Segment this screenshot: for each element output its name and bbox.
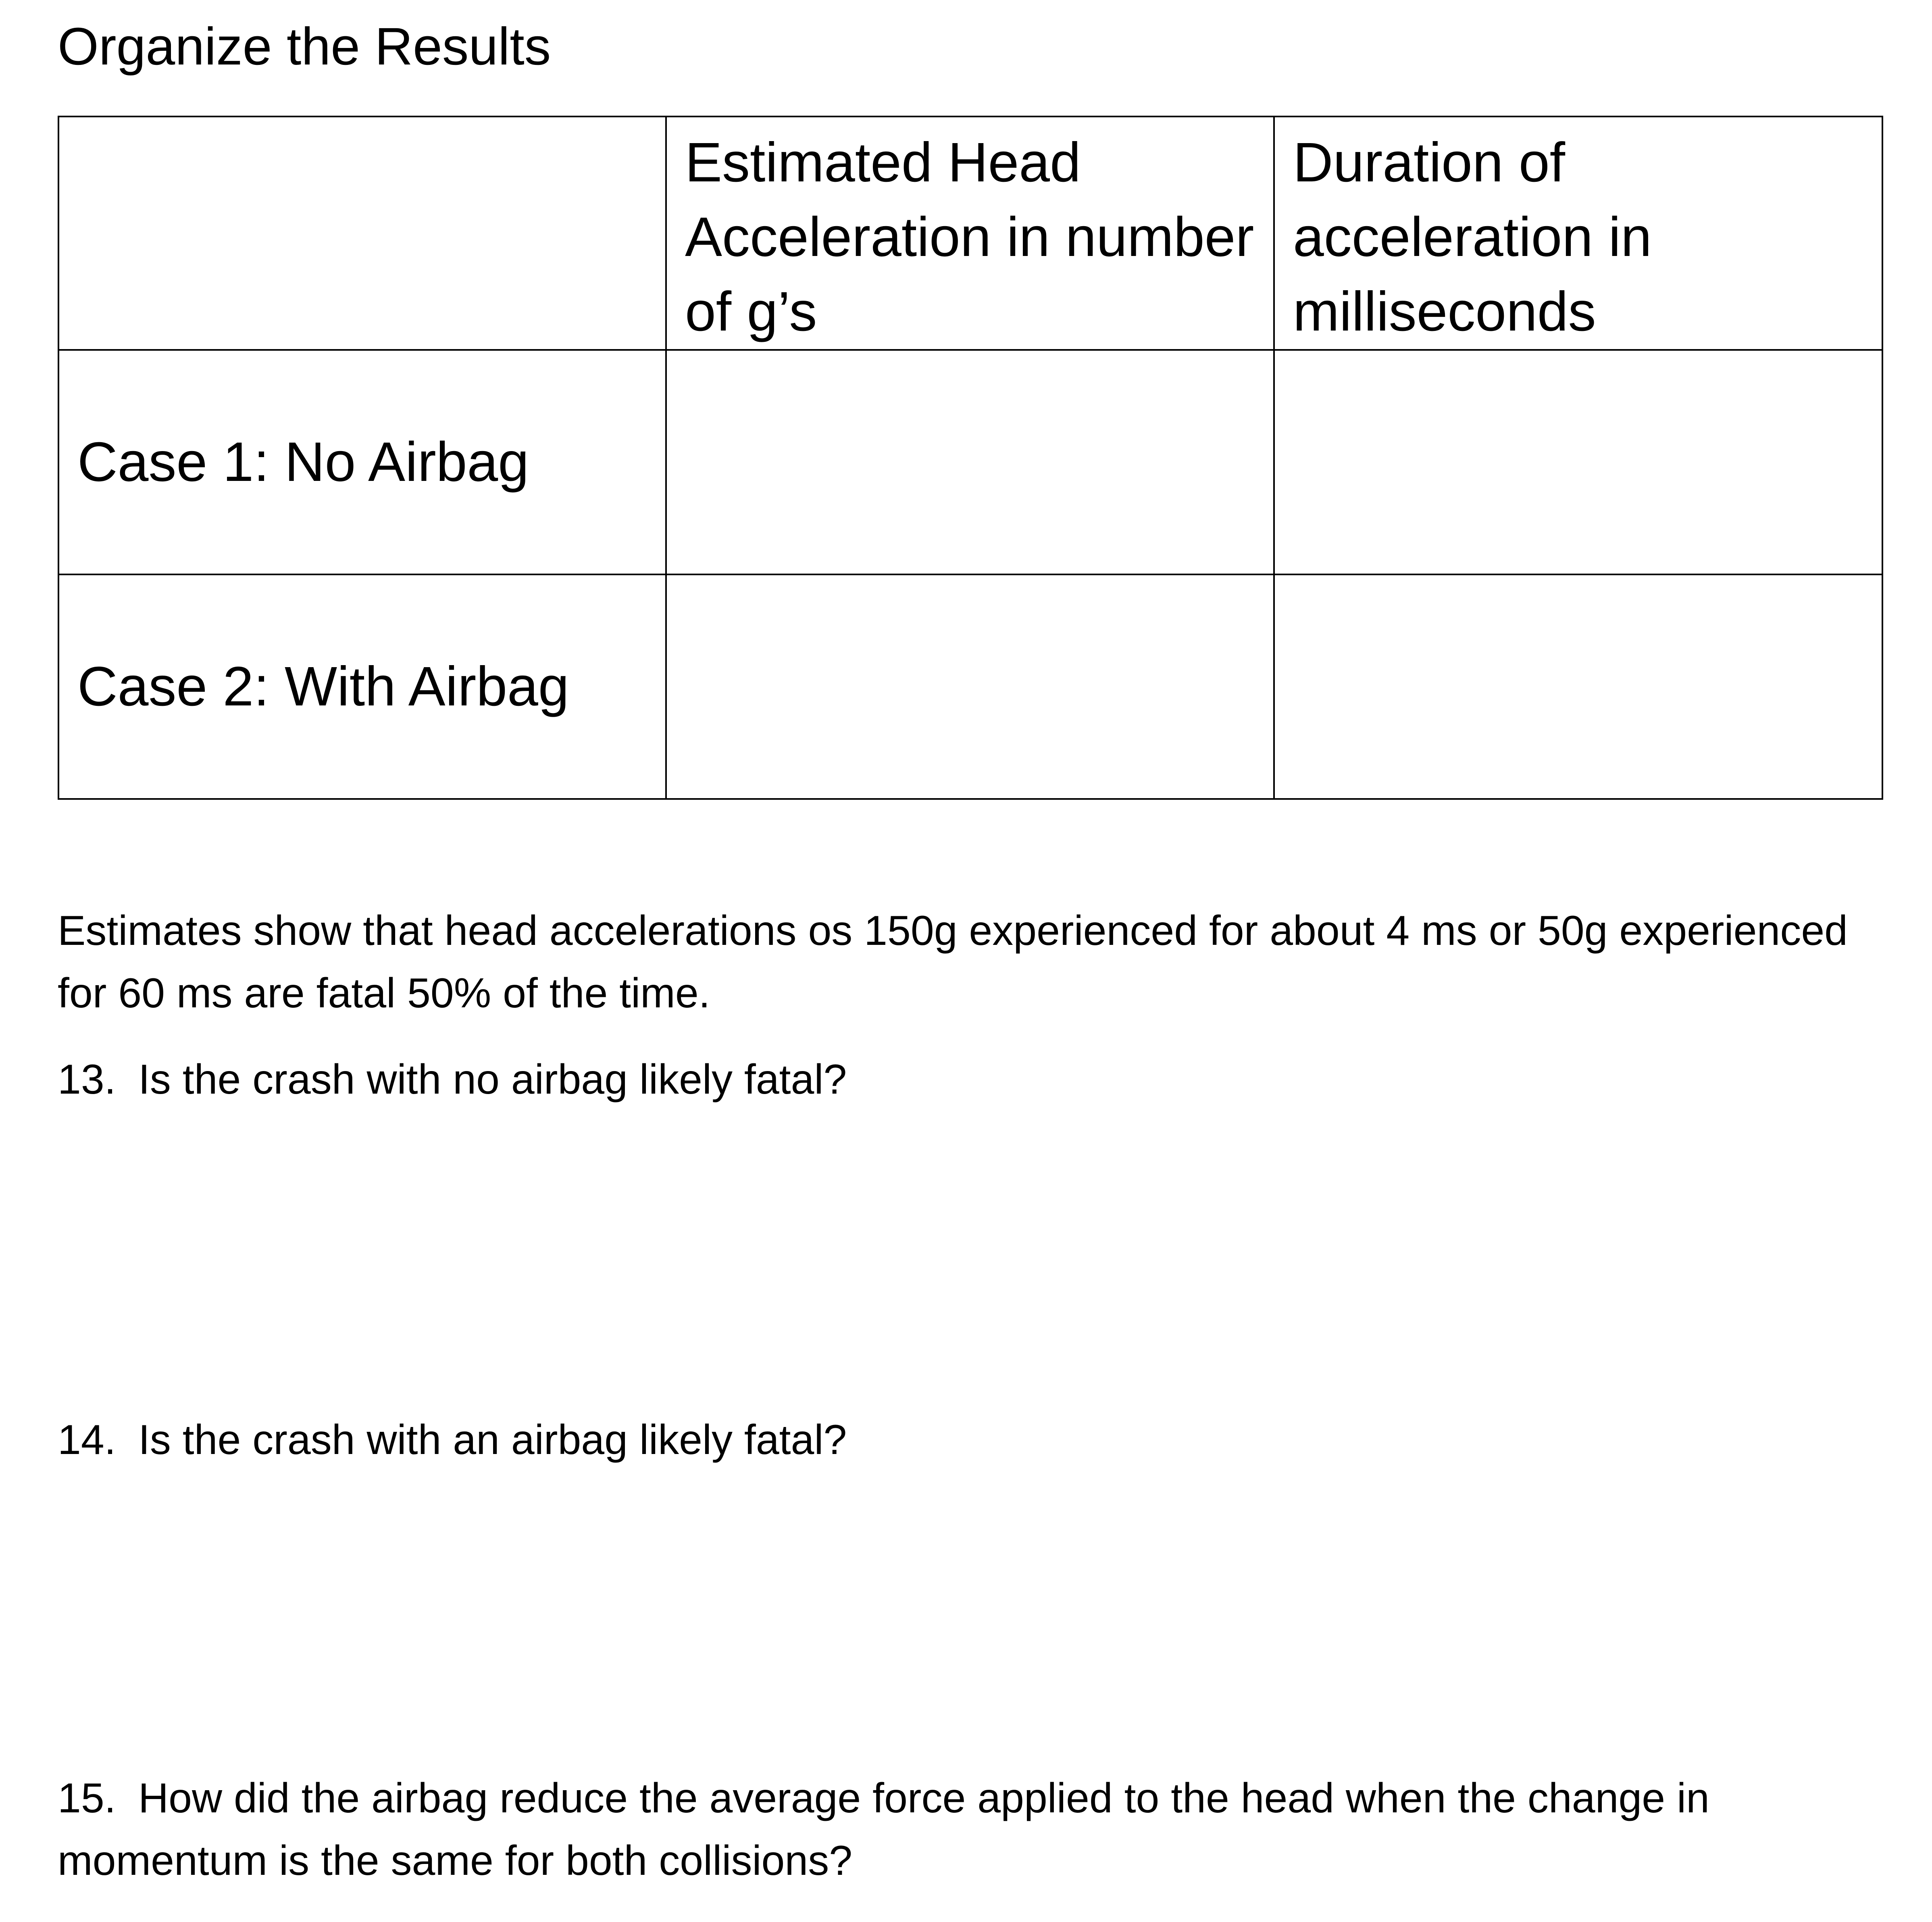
question-number: 15. (58, 1775, 116, 1822)
question-13 (58, 1048, 1864, 1111)
case-1-acceleration-cell[interactable] (666, 350, 1274, 574)
question-text: Is the crash with no airbag likely fatal? (138, 1056, 847, 1103)
table-header-blank (58, 116, 666, 350)
results-table (58, 116, 1883, 800)
case-2-duration-cell[interactable] (1274, 574, 1882, 799)
table-header-row (58, 116, 1882, 350)
case-2-acceleration-cell[interactable] (666, 574, 1274, 799)
question-number: 13. (58, 1056, 116, 1103)
estimate-paragraph: Estimates show that head accelerations os 150g experienced for about 4 ms or 50g experienced for 60 ms are fatal 50% of the time. (58, 907, 1848, 1017)
column-header-case (59, 117, 665, 125)
question-text: Is the crash with an airbag likely fatal? (138, 1417, 847, 1463)
question-15 (58, 1767, 1864, 1892)
column-header-duration: Duration of acceleration in milliseconds (1293, 131, 1652, 343)
table-header-duration (1274, 116, 1882, 350)
table-row (58, 574, 1882, 799)
page-title: Organize the Results (58, 17, 551, 76)
table-header-acceleration (666, 116, 1274, 350)
question-14 (58, 1409, 1864, 1471)
row-label-case-1: Case 1: No Airbag (58, 350, 666, 574)
question-text: How did the airbag reduce the average force applied to the head when the change in momentum is the same for both collisions? (58, 1775, 1709, 1884)
column-header-acceleration: Estimated Head Acceleration in number of g’s (685, 131, 1254, 343)
question-number: 14. (58, 1417, 116, 1463)
table-row (58, 350, 1882, 574)
row-label-case-2: Case 2: With Airbag (58, 574, 666, 799)
case-1-duration-cell[interactable] (1274, 350, 1882, 574)
